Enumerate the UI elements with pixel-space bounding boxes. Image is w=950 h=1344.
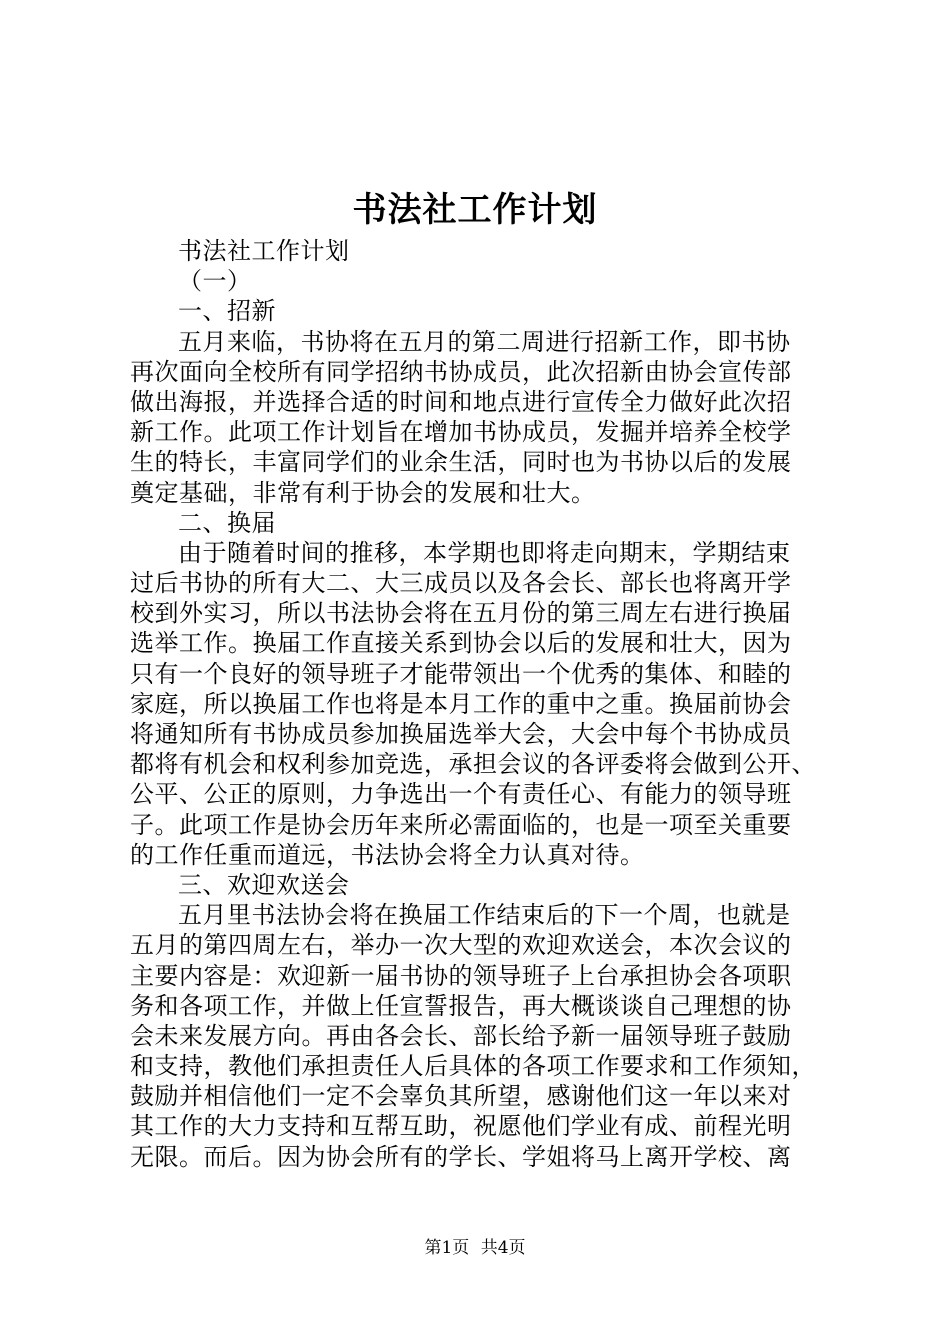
paragraph-line: 只有一个良好的领导班子才能带领出一个优秀的集体、和睦的	[130, 659, 792, 688]
total-pages: 共4页	[480, 1238, 526, 1258]
document-title: 书法社工作计划	[352, 190, 598, 230]
paragraph-line: 由于随着时间的推移，本学期也即将走向期末，学期结束	[178, 538, 791, 567]
document-body	[130, 236, 830, 1172]
paragraph-line: 选举工作。换届工作直接关系到协会以后的发展和壮大，因为	[130, 629, 792, 658]
paragraph-line: 将通知所有书协成员参加换届选举大会，大会中每个书协成员	[130, 720, 792, 748]
paragraph-line: 主要内容是：欢迎新一届书协的领导班子上台承担协会各项职	[130, 961, 792, 990]
page-number: 第1页	[424, 1238, 470, 1258]
paragraph-line: 鼓励并相信他们一定不会辜负其所望，感谢他们这一年以来对	[130, 1082, 792, 1111]
page-footer	[0, 1236, 950, 1260]
paragraph-line: 五月里书法协会将在换届工作结束后的下一个周，也就是	[178, 901, 791, 930]
paragraph-line: 校到外实习，所以书法协会将在五月份的第三周左右进行换届	[130, 599, 792, 628]
paragraph-line: 生的特长，丰富同学们的业余生活，同时也为书协以后的发展	[130, 448, 792, 477]
paragraph-line: 和支持，教他们承担责任人后具体的各项工作要求和工作须知，	[130, 1052, 816, 1081]
paragraph-line: 奠定基础，非常有利于协会的发展和壮大。	[130, 478, 596, 507]
paragraph-line: 家庭，所以换届工作也将是本月工作的重中之重。换届前协会	[130, 689, 792, 718]
paragraph-line: 会未来发展方向。再由各会长、部长给予新一届领导班子鼓励	[130, 1021, 792, 1050]
paragraph-line: 务和各项工作，并做上任宣誓报告，再大概谈谈自己理想的协	[130, 991, 792, 1020]
heading-recruitment: 一、招新	[178, 297, 276, 326]
paragraph-line: 无限。而后。因为协会所有的学长、学姐将马上离开学校、离	[130, 1142, 792, 1171]
paragraph-line: 新工作。此项工作计划旨在增加书协成员，发掘并培养全校学	[130, 418, 792, 447]
section-number-line: （一）	[178, 267, 252, 296]
paragraph-line: 其工作的大力支持和互帮互助，祝愿他们学业有成、前程光明	[130, 1112, 792, 1141]
paragraph-line: 五月来临，书协将在五月的第二周进行招新工作，即书协	[178, 327, 791, 356]
paragraph-line: 公平、公正的原则，力争选出一个有责任心、有能力的领导班	[130, 780, 792, 809]
paragraph-line: 的工作任重而道远，书法协会将全力认真对待。	[130, 840, 645, 869]
paragraph-line: 五月的第四周左右，举办一次大型的欢迎欢送会，本次会议的	[130, 931, 792, 960]
heading-welcome-farewell: 三、欢迎欢送会	[178, 870, 350, 899]
paragraph-line: 子。此项工作是协会历年来所必需面临的，也是一项至关重要	[130, 810, 792, 839]
subtitle-line: 书法社工作计划	[178, 237, 350, 265]
paragraph-line: 做出海报，并选择合适的时间和地点进行宣传全力做好此次招	[130, 387, 792, 416]
paragraph-line: 再次面向全校所有同学招纳书协成员，此次招新由协会宣传部	[130, 357, 792, 386]
paragraph-line: 都将有机会和权利参加竞选，承担会议的各评委将会做到公开、	[130, 750, 816, 779]
paragraph-line: 过后书协的所有大二、大三成员以及各会长、部长也将离开学	[130, 569, 792, 598]
heading-election: 二、换届	[178, 508, 276, 537]
